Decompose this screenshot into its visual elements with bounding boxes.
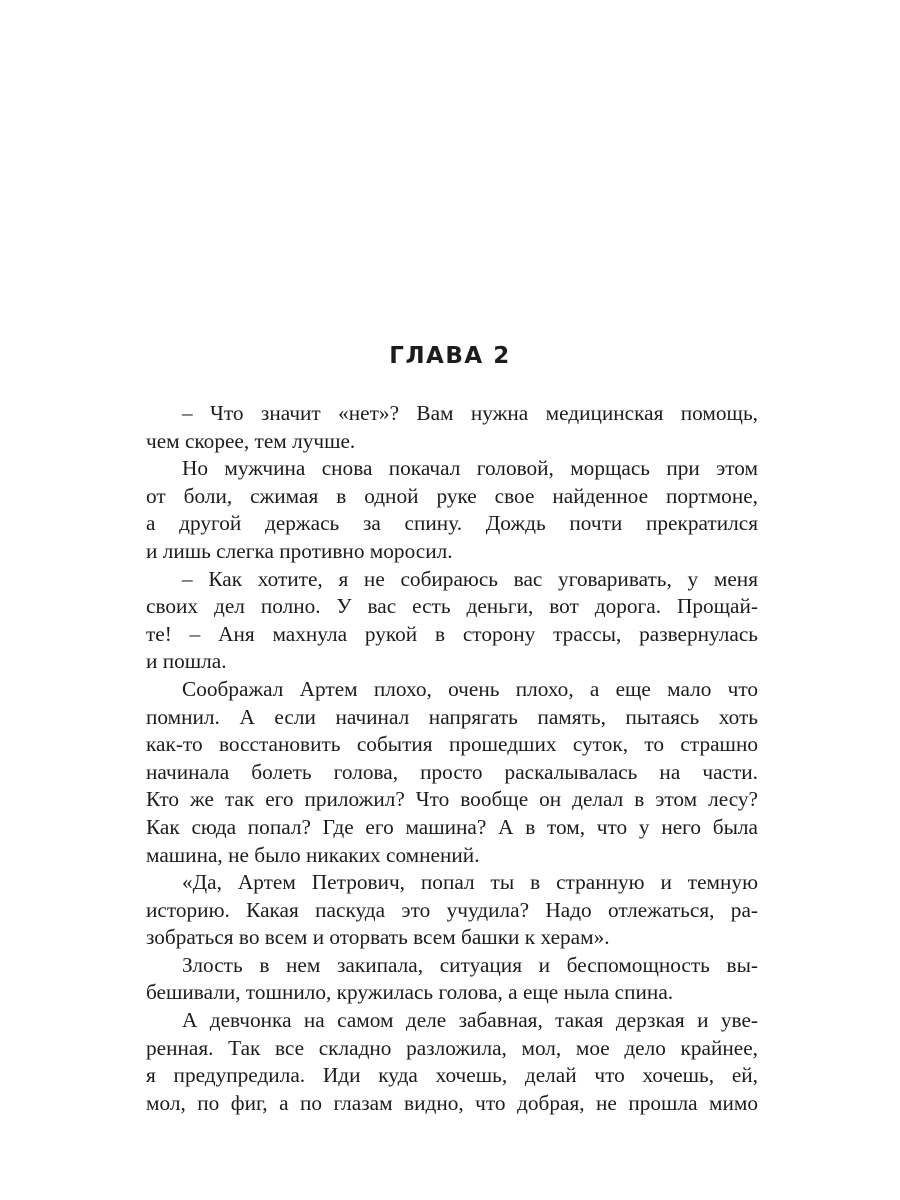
text-line: и пошла. bbox=[146, 649, 227, 674]
text-line: бешивали, тошнило, кружилась голова, а еще ныла спина. bbox=[146, 980, 674, 1005]
text-line: Как сюда попал? Где его машина? А в том, что у него была bbox=[146, 814, 758, 839]
text-line: я предупредила. Иди куда хочешь, делай что хочешь, ей, bbox=[146, 1063, 758, 1088]
text-line: зобраться во всем и оторвать всем башки к херам». bbox=[146, 925, 610, 950]
text-line: и лишь слегка противно моросил. bbox=[146, 538, 453, 563]
text-line: ренная. Так все складно разложила, мол, мое дело крайнее, bbox=[146, 1035, 758, 1060]
text-line: «Да, Артем Петрович, попал ты в странную и темную bbox=[182, 870, 758, 895]
text-line: начинала болеть голова, просто раскалывалась на части. bbox=[146, 759, 758, 784]
text-line: чем скорее, тем лучше. bbox=[146, 428, 356, 453]
text-line: от боли, сжимая в одной руке свое найденное портмоне, bbox=[146, 483, 758, 508]
text-line: Но мужчина снова покачал головой, морщась при этом bbox=[182, 456, 758, 481]
text-line: те! – Аня махнула рукой в сторону трассы, развернулась bbox=[146, 621, 758, 646]
text-line: помнил. А если начинал напрягать память, пытаясь хоть bbox=[146, 704, 758, 729]
text-line: – Как хотите, я не собираюсь вас уговаривать, у меня bbox=[182, 566, 758, 591]
body-text bbox=[146, 400, 758, 1117]
text-line: а другой держась за спину. Дождь почти прекратился bbox=[146, 511, 758, 536]
text-line: Кто же так его приложил? Что вообще он делал в этом лесу? bbox=[146, 787, 758, 812]
text-line: своих дел полно. У вас есть деньги, вот дорога. Прощай- bbox=[146, 594, 758, 619]
text-line: мол, по фиг, а по глазам видно, что добрая, не прошла мимо bbox=[146, 1090, 758, 1115]
text-line: Злость в нем закипала, ситуация и беспомощность вы- bbox=[182, 952, 758, 977]
text-line: машина, не было никаких сомнений. bbox=[146, 842, 480, 867]
text-line: Соображал Артем плохо, очень плохо, а еще мало что bbox=[182, 676, 758, 701]
text-line: как-то восстановить события прошедших суток, то страшно bbox=[146, 732, 758, 757]
chapter-title: ГЛАВА 2 bbox=[389, 343, 511, 369]
text-line: историю. Какая паскуда это учудила? Надо отлежаться, ра- bbox=[146, 897, 758, 922]
text-line: – Что значит «нет»? Вам нужна медицинская помощь, bbox=[182, 401, 758, 425]
text-line: А девчонка на самом деле забавная, такая дерзкая и уве- bbox=[182, 1008, 758, 1033]
